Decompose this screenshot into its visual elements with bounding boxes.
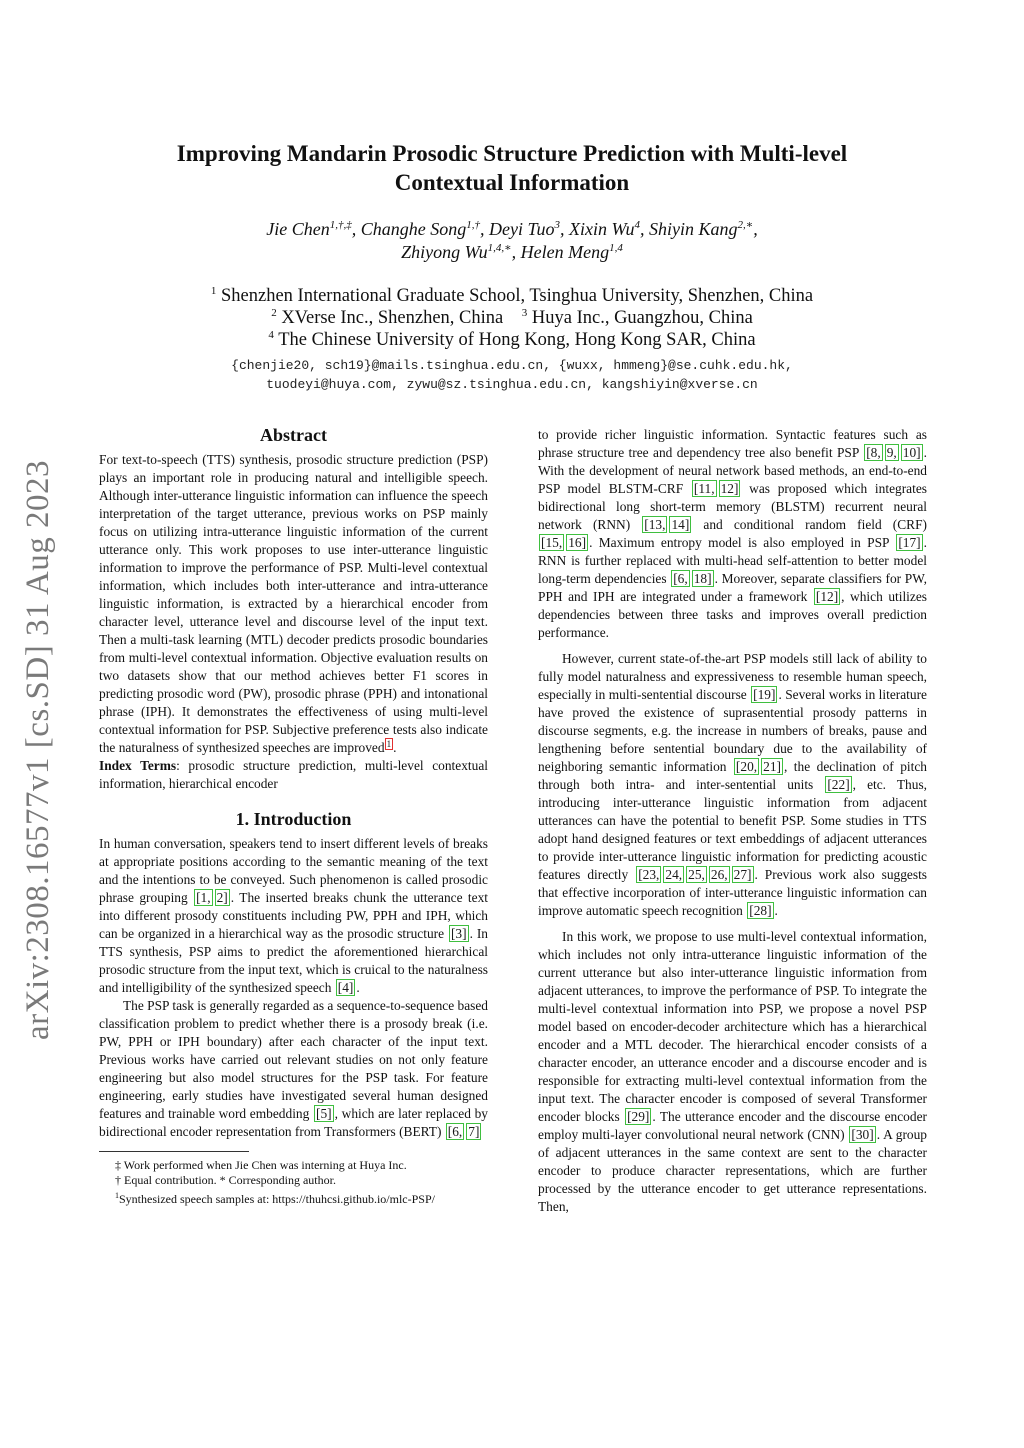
citation-link[interactable]: [13, [644, 517, 666, 532]
author-name: Helen Meng [520, 242, 610, 262]
citation-link[interactable]: 16] [568, 535, 587, 550]
citation-link[interactable]: [3] [450, 926, 467, 941]
affiliation-1 [140, 285, 884, 307]
citation-link[interactable]: [4] [337, 980, 354, 995]
affiliation-4 [140, 329, 884, 351]
paragraph-gap [538, 642, 927, 650]
right-paragraph-2 [538, 650, 927, 920]
intro-paragraph-2 [99, 997, 488, 1141]
citation-link[interactable]: [6, [447, 1124, 463, 1139]
citation-link[interactable]: [15, [541, 535, 563, 550]
footnote-3 [99, 1188, 488, 1207]
citation-link[interactable]: 21] [763, 759, 781, 774]
author-affil-mark: 1,† [466, 219, 480, 231]
left-column [99, 423, 488, 1207]
right-paragraph-3 [538, 928, 927, 1216]
text-run: was proposed which integrates bidirectional long short-term memory (BLSTM) recurrent neural network (RNN) [538, 481, 927, 532]
footnote-text: Synthesized speech samples at: https://thuhcsi.github.io/mlc-PSP/ [119, 1192, 435, 1206]
affiliation-text: XVerse Inc., Shenzhen, China [281, 308, 504, 328]
author-line-1: Jie Chen$^{1,\dagger,\ddagger}$, Changhe Song$^{1,\dagger}$, Deyi Tuo$^3$, Xixin Wu$^4$, Shiyin Kang$^{2,∗}$, [266, 219, 758, 239]
text-run: . Several works in literature have proved the existence of suprasentential prosody patterns in discourse segments, e.g. the increase in numbers of breaks, pause and lengthening before sentential boundary due to the availability of neighboring semantic information [538, 687, 927, 774]
text-run: , etc. Thus, introducing inter-utterance linguistic information from adjacent utterances can have the potential to benefit PSP. Some studies in TTS adopt hand designed features or text embeddings of adjacent utterances to provide inter-utterance linguistic information for predicting acoustic features directly [538, 777, 927, 882]
abstract-body: For text-to-speech (TTS) synthesis, prosodic structure prediction (PSP) plays an important role in producing natural and intelligible speech. Although inter-utterance linguistic information can influence the speech interpretation of the target utterance, previous works on PSP mainly focus on utilizing intra-utterance linguistic information of the current utterance only. This work proposes to use inter-utterance linguistic information to improve the performance of PSP. Multi-level contextual information, which includes both inter-utterance and intra-utterance linguistic information, is extracted by a hierarchical encoder from character level, utterance level and discourse level of the input text. Then a multi-task learning (MTL) decoder predicts prosodic boundaries from multi-level contextual information. Objective evaluation results on two datasets show that our method achieves better F1 scores in predicting prosodic word (PW), prosodic phrase (PPH) and intonational phrase (IPH). It demonstrates the effectiveness of using multi-level contextual information for PSP. Subjective preference tests also indicate the naturalness of synthesized speeches are improved [99, 452, 488, 755]
author-affil-mark: 1,†,‡ [329, 219, 352, 231]
text-run: In human conversation, speakers tend to insert different levels of breaks at appropriate positions according to the semantic meaning of the text and the intentions to be conveyed. Such phenomenon is called prosodic phrase grouping [99, 836, 488, 905]
introduction-heading: 1. Introduction [235, 809, 352, 829]
abstract-text [99, 451, 488, 757]
footnote-2: † Equal contribution. * Corresponding author. [115, 1173, 336, 1187]
affiliation-mark: 2 [271, 306, 277, 319]
email-block [140, 356, 884, 394]
paper-title [130, 139, 894, 197]
author-name: Xixin Wu [569, 219, 635, 239]
citation-link[interactable]: [29] [627, 1109, 650, 1124]
citation-link[interactable]: 24, [665, 867, 683, 882]
text-run: In this work, we propose to use multi-level contextual information, which includes not only intra-utterance linguistic information of the current utterance but also inter-utterance linguistic information from adjacent utterances, to improve the performance of PSP. To integrate the multi-level contextual information into PSP, we propose a novel PSP model based on encoder-decoder architecture which has a hierarchical encoder and a MTL decoder. The hierarchical encoder consists of a character encoder, an utterance encoder and a discourse encoder and is responsible for extracting multi-level contextual information from the input text. The character encoder is composed of several Transformer encoder blocks [538, 929, 927, 1124]
text-run: . With the development of neural network based methods, an end-to-end PSP model BLSTM-CRF [538, 445, 927, 496]
text-run: , which are later replaced by bidirectional encoder representation from Transformers (BERT) [99, 1106, 488, 1139]
author-affil-mark: 1,4,∗ [487, 242, 512, 254]
footnote-1: ‡ Work performed when Jie Chen was interning at Huya Inc. [115, 1158, 407, 1172]
footnote-rule [99, 1151, 249, 1152]
citation-link[interactable]: [11, [693, 481, 715, 496]
email-line-1: {chenjie20, sch19}@mails.tsinghua.edu.cn, {wuxx, hmmeng}@se.cuhk.edu.hk, [231, 358, 793, 373]
author-name: Shiyin Kang [649, 219, 738, 239]
index-terms-text: : prosodic structure prediction, multi-level contextual information, hierarchical encoder [99, 758, 488, 791]
text-run: . Moreover, separate classifiers for PW, PPH and IPH are integrated under a framework [538, 571, 927, 604]
text-run: to provide richer linguistic information. Syntactic features such as phrase structure tree and dependency tree also benefit PSP [538, 427, 927, 460]
citation-link[interactable]: [19] [753, 687, 776, 702]
citation-link[interactable]: 14] [671, 517, 690, 532]
text-run: , the declination of pitch through both intra- and inter-sentential units [538, 759, 927, 792]
affiliation-mark: 3 [521, 306, 528, 319]
author-name: Jie Chen [266, 219, 330, 239]
affiliation-2-3 [140, 307, 884, 329]
affiliation-text: The Chinese University of Hong Kong, Hong Kong SAR, China [278, 330, 756, 350]
text-run: . [774, 903, 778, 918]
citation-link[interactable]: [17] [898, 535, 921, 550]
text-run: However, current state-of-the-art PSP models still lack of ability to fully model naturalness and expressiveness to resemble human speech, especially in multi-sentential discourse [538, 651, 927, 702]
paragraph-gap [538, 920, 927, 928]
author-name: Zhiyong Wu [401, 242, 488, 262]
text-run: , which utilizes dependencies between three tasks and improves overall prediction performance. [538, 589, 927, 640]
citation-link[interactable]: 26, [710, 867, 728, 882]
right-column [538, 426, 927, 1216]
citation-link[interactable]: 7] [468, 1124, 480, 1139]
affiliation-text: Huya Inc., Guangzhou, China [531, 308, 753, 328]
title-line-1: Improving Mandarin Prosodic Structure Prediction with Multi-level [176, 141, 848, 166]
footnote-mark: 1 [115, 1191, 119, 1200]
arxiv-identifier: arXiv:2308.16577v1 [cs.SD] 31 Aug 2023 [20, 460, 56, 1040]
citation-link[interactable]: [12] [815, 589, 839, 604]
abstract-end: . [393, 740, 397, 755]
text-run: . The utterance encoder and the discourse encoder employ multi-layer convolutional neural network (CNN) [538, 1109, 927, 1142]
author-affil-mark: 4 [634, 219, 640, 231]
citation-link[interactable]: 10] [902, 445, 921, 460]
citation-link[interactable]: [8, [866, 445, 881, 460]
author-affil-mark: 1,4 [609, 242, 623, 254]
citation-link[interactable]: 27] [733, 867, 752, 882]
affiliation-mark: 1 [210, 284, 217, 297]
text-run: . In TTS synthesis, PSP aims to predict the aforementioned hierarchical prosodic structure from the input text, which is cruical to the naturalness and intelligibility of the synthesized speech [99, 926, 488, 995]
index-terms-label: Index Terms [99, 758, 177, 773]
author-name: Deyi Tuo [489, 219, 555, 239]
citation-link[interactable]: [23, [638, 867, 660, 882]
text-run: . A group of adjacent utterances in the same context are sent to the character encoder to produce character representations, which are further processed by the utterance encoder to get utterance representations. Then, [538, 1127, 928, 1214]
intro-paragraph-1 [99, 835, 488, 997]
affiliations [140, 285, 884, 351]
text-run: . [356, 980, 360, 995]
affiliation-text: Shenzhen International Graduate School, Tsinghua University, Shenzhen, China [221, 286, 814, 306]
text-run: . Previous work also suggests that effective incorporation of inter-utterance linguistic information can improve automatic speech recognition [538, 867, 927, 918]
author-affil-mark: 3 [554, 219, 560, 231]
author-list [150, 218, 874, 264]
citation-link[interactable]: [20, [735, 759, 758, 774]
citation-link[interactable]: [6, [673, 571, 688, 586]
citation-link[interactable]: 9, [886, 445, 897, 460]
citation-link[interactable]: [22] [827, 777, 850, 792]
text-run: . The inserted breaks chunk the utterance text into different prosody constituents including PW, PPH and IPH, which can be organized in a hierarchical way as the prosodic structure [99, 890, 489, 941]
text-run: and conditional random field (CRF) [692, 517, 927, 532]
right-paragraph-1 [538, 426, 927, 642]
abstract-heading: Abstract [260, 425, 327, 445]
citation-link[interactable]: 25, [688, 867, 705, 882]
footnote-link[interactable]: 1 [386, 738, 392, 749]
citation-link[interactable]: [28] [749, 903, 772, 918]
author-line-2: Zhiyong $Wu^{1,4,∗}$, Helen Meng$^{1,4}$ [401, 242, 623, 262]
citation-link[interactable]: [1, [196, 890, 211, 905]
email-line-2: tuodeyi@huya.com, zywu@sz.tsinghua.edu.cn, kangshiyin@xverse.cn [266, 377, 758, 392]
index-terms [99, 757, 488, 793]
author-affil-mark: 2,∗ [737, 219, 754, 231]
text-run: The PSP task is generally regarded as a sequence-to-sequence based classification problem to predict whether there is a prosody break (i.e. PW, PPH or IPH boundary) after each character of the input text. Previous works have carried out relevant studies on not only feature engineering but also model structures for the PSP task. For feature engineering, early studies have investigated several human designed features and trainable word embedding [99, 998, 489, 1121]
citation-link[interactable]: [30] [851, 1127, 874, 1142]
text-run: . Maximum entropy model is also employed in PSP [589, 535, 896, 550]
author-name: Changhe Song [360, 219, 467, 239]
affiliation-mark: 4 [268, 328, 274, 341]
citation-link[interactable]: 12] [720, 481, 739, 496]
title-line-2: Contextual Information [394, 170, 630, 195]
text-run: . RNN is further replaced with multi-head self-attention to better model long-term dependencies [538, 535, 927, 586]
citation-link[interactable]: [5] [316, 1106, 332, 1121]
citation-link[interactable]: 2] [216, 890, 228, 905]
citation-link[interactable]: 18] [693, 571, 712, 586]
